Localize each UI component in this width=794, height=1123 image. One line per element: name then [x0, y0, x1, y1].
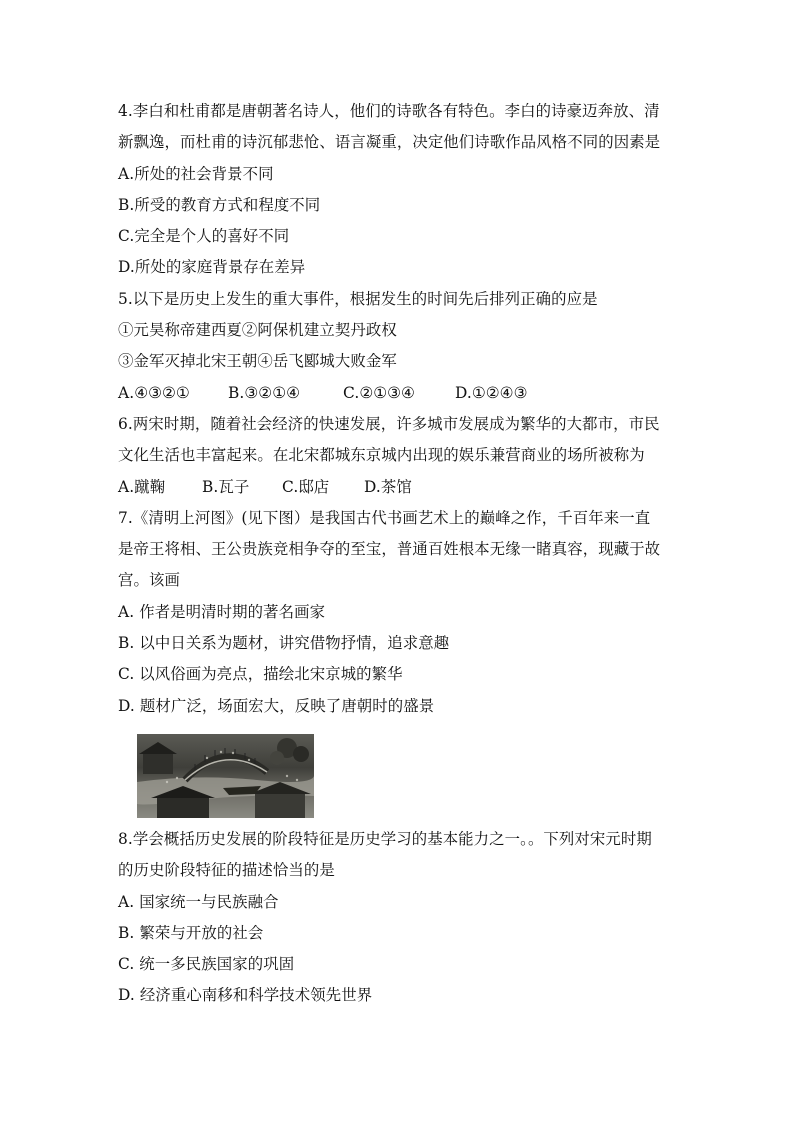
exam-page: [118, 96, 678, 1012]
question-7-stem-line-3: 宫。该画: [118, 571, 180, 590]
question-6-option-c: C.邸店: [282, 477, 330, 496]
question-6-stem-line-1: 6.两宋时期，随着社会经济的快速发展，许多城市发展成为繁华的大都市，市民: [118, 414, 660, 433]
question-6-stem-line-2: 文化生活也丰富起来。在北宋都城东京城内出现的娱乐兼营商业的场所被称为: [118, 446, 645, 465]
question-6-option-d: D.茶馆: [364, 477, 412, 496]
question-7: [118, 503, 678, 818]
question-8-stem-line-2: 的历史阶段特征的描述恰当的是: [118, 861, 335, 880]
question-5-events-line-2: ③金军灭掉北宋王朝④岳飞郾城大败金军: [118, 352, 397, 371]
question-8-option-b: B. 繁荣与开放的社会: [118, 923, 264, 942]
question-6: [118, 409, 678, 503]
question-7-option-b: B. 以中日关系为题材，讲究借物抒情，追求意趣: [118, 634, 450, 653]
question-8-option-c: C. 统一多民族国家的巩固: [118, 955, 295, 974]
question-4-option-b: B.所受的教育方式和程度不同: [118, 195, 321, 214]
question-4-stem-line-2: 新飘逸，而杜甫的诗沉郁悲怆、语言凝重，决定他们诗歌作品风格不同的因素是: [118, 133, 661, 152]
question-8-option-a: A. 国家统一与民族融合: [118, 892, 279, 911]
question-5-option-a: A.④③②①: [118, 383, 190, 402]
question-4-stem-line-1: 4.李白和杜甫都是唐朝著名诗人，他们的诗歌各有特色。李白的诗豪迈奔放、清: [118, 102, 660, 120]
painting-image: [137, 734, 314, 818]
question-4: [118, 96, 678, 284]
question-6-options: [118, 472, 678, 503]
question-7-option-d: D. 题材广泛，场面宏大，反映了唐朝时的盛景: [118, 696, 435, 715]
question-4-option-d: D.所处的家庭背景存在差异: [118, 258, 306, 277]
question-6-option-b: B.瓦子: [202, 477, 250, 496]
question-7-stem-line-2: 是帝王将相、王公贵族竞相争夺的至宝，普通百姓根本无缘一睹真容，现藏于故: [118, 540, 661, 559]
question-6-option-a: A.蹴鞠: [118, 477, 166, 496]
question-5-stem: 5.以下是历史上发生的重大事件，根据发生的时间先后排列正确的应是: [118, 289, 598, 308]
question-5-option-b: B.③②①④: [228, 383, 300, 402]
question-4-option-a: A.所处的社会背景不同: [118, 164, 274, 183]
question-5-events-line-1: ①元昊称帝建西夏②阿保机建立契丹政权: [118, 321, 397, 340]
question-7-option-c: C. 以风俗画为亮点，描绘北宋京城的繁华: [118, 665, 403, 684]
question-5-option-d: D.①②④③: [455, 383, 528, 402]
question-8-option-d: D. 经济重心南移和科学技术领先世界: [118, 986, 373, 1005]
question-4-option-c: C.完全是个人的喜好不同: [118, 227, 290, 246]
question-5-option-c: C.②①③④: [343, 383, 415, 402]
question-8-stem-line-1: 8.学会概括历史发展的阶段特征是历史学习的基本能力之一。。下列对宋元时期: [118, 829, 652, 848]
question-5: [118, 284, 678, 409]
question-7-stem-line-1: 7.《清明上河图》(见下图）是我国古代书画艺术上的巅峰之作，千百年来一直: [118, 508, 651, 527]
question-5-options: [118, 378, 678, 409]
question-8: [118, 824, 678, 1012]
painting-illustration: [137, 734, 314, 818]
question-7-option-a: A. 作者是明清时期的著名画家: [118, 602, 326, 621]
